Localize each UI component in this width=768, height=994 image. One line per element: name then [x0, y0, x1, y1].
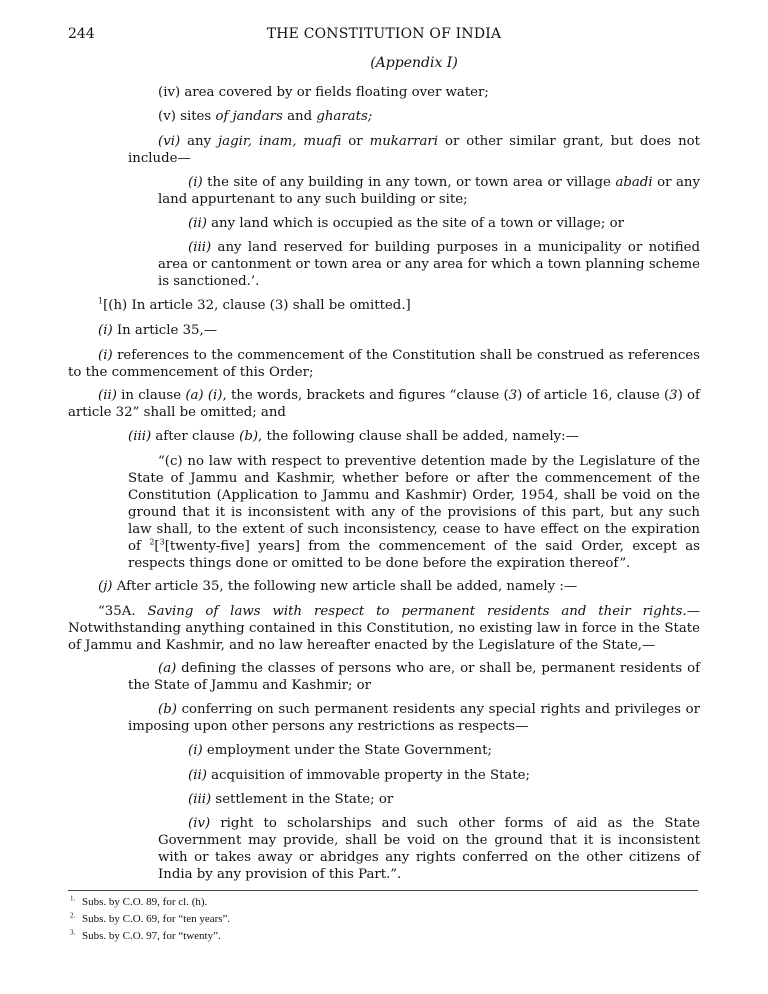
footnote-3: $^{3.}$ Subs. by C.O. 97, for “twenty”.: [70, 928, 221, 942]
article-35a-b: (b) conferring on such permanent residents any special rights and privileges or imposing upon other persons any restrictions as respects—: [128, 702, 700, 734]
article-35a-b-iv: (iv) right to scholarships and such other forms of aid as the State Government may provide, shall be void on the ground that it is inconsistent with or takes away or abridges any rights conferred on the other citizens of India by any provision of this Part.”.: [158, 816, 700, 882]
item-vi-iii: (iii) any land reserved for building purposes in a municipality or notified area or cantonment or town area or any area for which a town planning scheme is sanctioned.’.: [158, 240, 700, 289]
clause-j-head: (j) After article 35, the following new article shall be added, namely :—: [98, 579, 578, 594]
appendix-label: (Appendix I): [370, 55, 458, 71]
article-35a-a: (a) defining the classes of persons who are, or shall be, permanent residents of the State of Jammu and Kashmir; or: [128, 661, 700, 693]
clause-i-ii: (ii) in clause (a) (i), the words, brackets and figures “clause (3) of article 16, clause (3) of article 32” shall be omitted; and: [68, 388, 700, 420]
footnote-2: $^{2.}$ Subs. by C.O. 69, for “ten years”.: [70, 911, 231, 925]
item-v: (v) sites of jandars and gharats;: [158, 109, 373, 124]
item-vi-ii: (ii) any land which is occupied as the site of a town or village; or: [188, 216, 624, 231]
running-title: THE CONSTITUTION OF INDIA: [266, 26, 502, 42]
clause-i-iii: (iii) after clause (b), the following clause shall be added, namely:—: [128, 429, 579, 444]
article-35a: “35A. Saving of laws with respect to permanent residents and their rights.—Notwithstanding anything contained in this Constitution, no existing law in force in the State of Jammu and Kashmir, and no law hereafter enacted by the Legislature of the State,—: [68, 604, 701, 653]
article-35a-b-i: (i) employment under the State Government;: [188, 743, 492, 758]
page-number: 244: [68, 26, 95, 42]
article-35a-b-ii: (ii) acquisition of immovable property in the State;: [188, 768, 531, 783]
item-vi: (vi) any jagir, inam, muafi or mukarrari or other similar grant, but does not include—: [128, 134, 700, 166]
clause-i-head: (i) In article 35,—: [98, 323, 218, 338]
footnote-1: $^{1.}$ Subs. by C.O. 89, for cl. (h).: [70, 894, 208, 908]
clause-h: $^1$[(h) In article 32, clause (3) shall be omitted.]: [98, 296, 411, 313]
clause-c-text: “(c) no law with respect to preventive detention made by the Legislature of the State of Jammu and Kashmir, whether before or after the commencement of the Constitution (Application to Jammu and Kashmir) Order, 1954, shall be void on the ground that it is inconsistent with any of the provisions of this part, but any such law shall, to the extent of such inconsistency, cease to have effect on the expiration of $^2$[$^3$[twenty-five] years] from the commencement of the said Order, except as respects things done or omitted to be done before the expiration thereof”.: [128, 454, 700, 571]
article-35a-b-iii: (iii) settlement in the State; or: [188, 792, 394, 807]
item-iv: (iv) area covered by or fields floating over water;: [158, 85, 489, 100]
item-vi-i: (i) the site of any building in any town, or town area or village abadi or any land appurtenant to any such building or site;: [158, 175, 700, 207]
clause-i-i: (i) references to the commencement of the Constitution shall be construed as references to the commencement of this Order;: [68, 348, 700, 380]
footnote-rule: [68, 890, 698, 891]
